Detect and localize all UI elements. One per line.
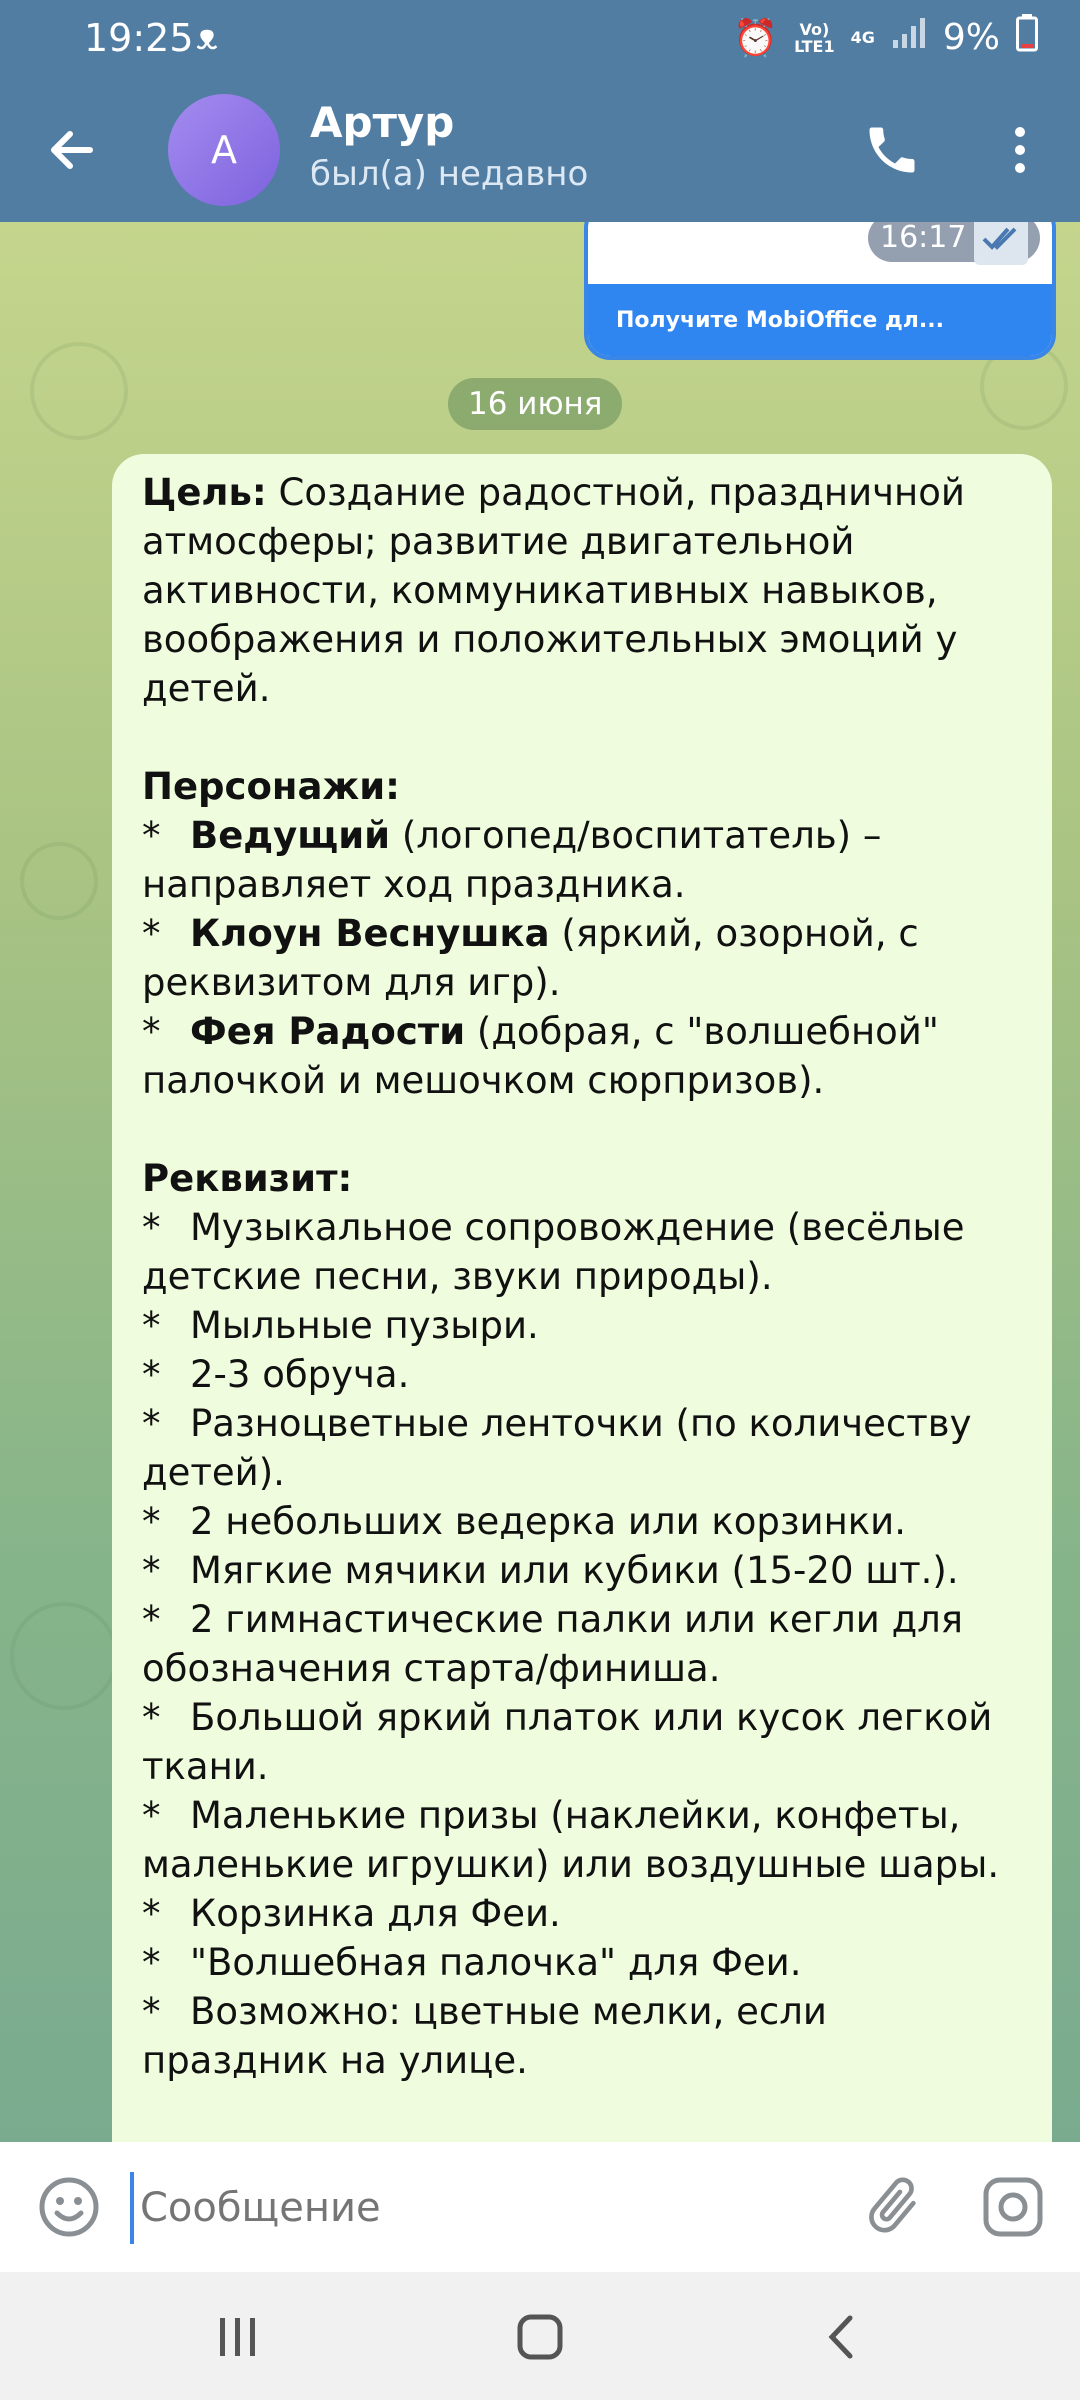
prop-item: * 2 небольших ведерка или корзинки.: [142, 1500, 906, 1543]
prop-item: * 2-3 обруча.: [142, 1353, 410, 1396]
paperclip-icon: [858, 2172, 928, 2242]
chat-area[interactable]: [0, 222, 1080, 2142]
goal-paragraph: [142, 468, 1022, 713]
prop-item: * Корзинка для Феи.: [142, 1892, 561, 1935]
smile-icon: [36, 2174, 102, 2240]
back-nav-button[interactable]: [812, 2312, 872, 2362]
prop-item: * "Волшебная палочка" для Феи.: [142, 1941, 802, 1984]
attach-button[interactable]: [858, 2172, 928, 2242]
message-bubble[interactable]: [112, 454, 1052, 2142]
wallpaper-doodle: [10, 1602, 118, 1710]
emoji-button[interactable]: [36, 2174, 102, 2240]
arrow-left-icon: [44, 122, 100, 178]
character-item: * Клоун Веснушка (яркий, озорной, с реквизитом для игр).: [142, 912, 919, 1004]
recent-apps-icon: [208, 2312, 268, 2362]
double-check-icon: [974, 222, 1028, 265]
status-icons: [733, 14, 1038, 61]
character-item: * Фея Радости (добрая, с "волшебной" палочкой и мешочком сюрпризов).: [142, 1010, 939, 1102]
battery-percent: 9%: [942, 17, 1000, 58]
more-vertical-icon: [1000, 120, 1040, 180]
battery-icon: [1016, 14, 1038, 61]
date-separator: 16 июня: [448, 378, 622, 430]
phone-icon: [862, 120, 922, 180]
contact-status: был(а) недавно: [310, 154, 589, 194]
ad-banner: [588, 284, 1052, 356]
avatar[interactable]: А: [168, 94, 280, 206]
status-time: 19:25: [84, 16, 194, 60]
characters-heading: Персонажи:: [142, 765, 400, 808]
prop-item: * Разноцветные ленточки (по количеству детей).: [142, 1402, 972, 1494]
prop-item: * 2 гимнастические палки или кегли для обозначения старта/финиша.: [142, 1598, 964, 1690]
prop-item: * Музыкальное сопровождение (весёлые детские песни, звуки природы).: [142, 1206, 965, 1298]
prop-item: * Мыльные пузыри.: [142, 1304, 539, 1347]
prop-item: * Мягкие мячики или кубики (15-20 шт.).: [142, 1549, 959, 1592]
banner-text: Получите MobiOffice дл...: [616, 308, 944, 333]
home-icon: [510, 2312, 570, 2362]
goal-text: Создание радостной, праздничной атмосферы; развитие двигательной активности, коммуникативных навыков, воображения и положительных эмоций у детей.: [142, 471, 965, 710]
wallpaper-doodle: [20, 842, 98, 920]
message-time-pill: [868, 222, 1040, 262]
ok-app-icon: ᴥ: [196, 17, 218, 58]
message-input[interactable]: [130, 2172, 842, 2244]
back-chevron-icon: [812, 2312, 872, 2362]
recent-apps-button[interactable]: [208, 2312, 268, 2362]
network-type: 4G: [850, 28, 875, 47]
chat-header: [0, 76, 1080, 222]
system-nav-bar: [0, 2272, 1080, 2400]
back-button[interactable]: [44, 122, 100, 178]
goal-label: Цель:: [142, 471, 267, 514]
alarm-icon: ⏰: [733, 17, 779, 59]
previous-message-bubble[interactable]: [584, 222, 1056, 360]
message-composer: [0, 2142, 1080, 2272]
camera-button[interactable]: [980, 2174, 1046, 2240]
character-item: * Ведущий (логопед/воспитатель) – направляет ход праздника.: [142, 814, 882, 906]
home-button[interactable]: [510, 2312, 570, 2362]
prop-item: * Маленькие призы (наклейки, конфеты, маленькие игрушки) или воздушные шары.: [142, 1794, 1000, 1886]
status-bar: [0, 0, 1080, 76]
message-time: 16:17: [880, 222, 967, 255]
signal-icon: [891, 16, 927, 59]
wallpaper-doodle: [30, 342, 128, 440]
prop-item: * Большой яркий платок или кусок легкой ткани.: [142, 1696, 993, 1788]
prop-item: * Возможно: цветные мелки, если праздник на улице.: [142, 1990, 827, 2082]
more-options-button[interactable]: [1000, 120, 1040, 180]
contact-name[interactable]: Артур: [310, 98, 455, 147]
props-heading: Реквизит:: [142, 1157, 353, 1200]
call-button[interactable]: [862, 120, 922, 180]
instagram-camera-icon: [980, 2174, 1046, 2240]
volte-indicator: Vo) LTE1: [794, 19, 835, 56]
